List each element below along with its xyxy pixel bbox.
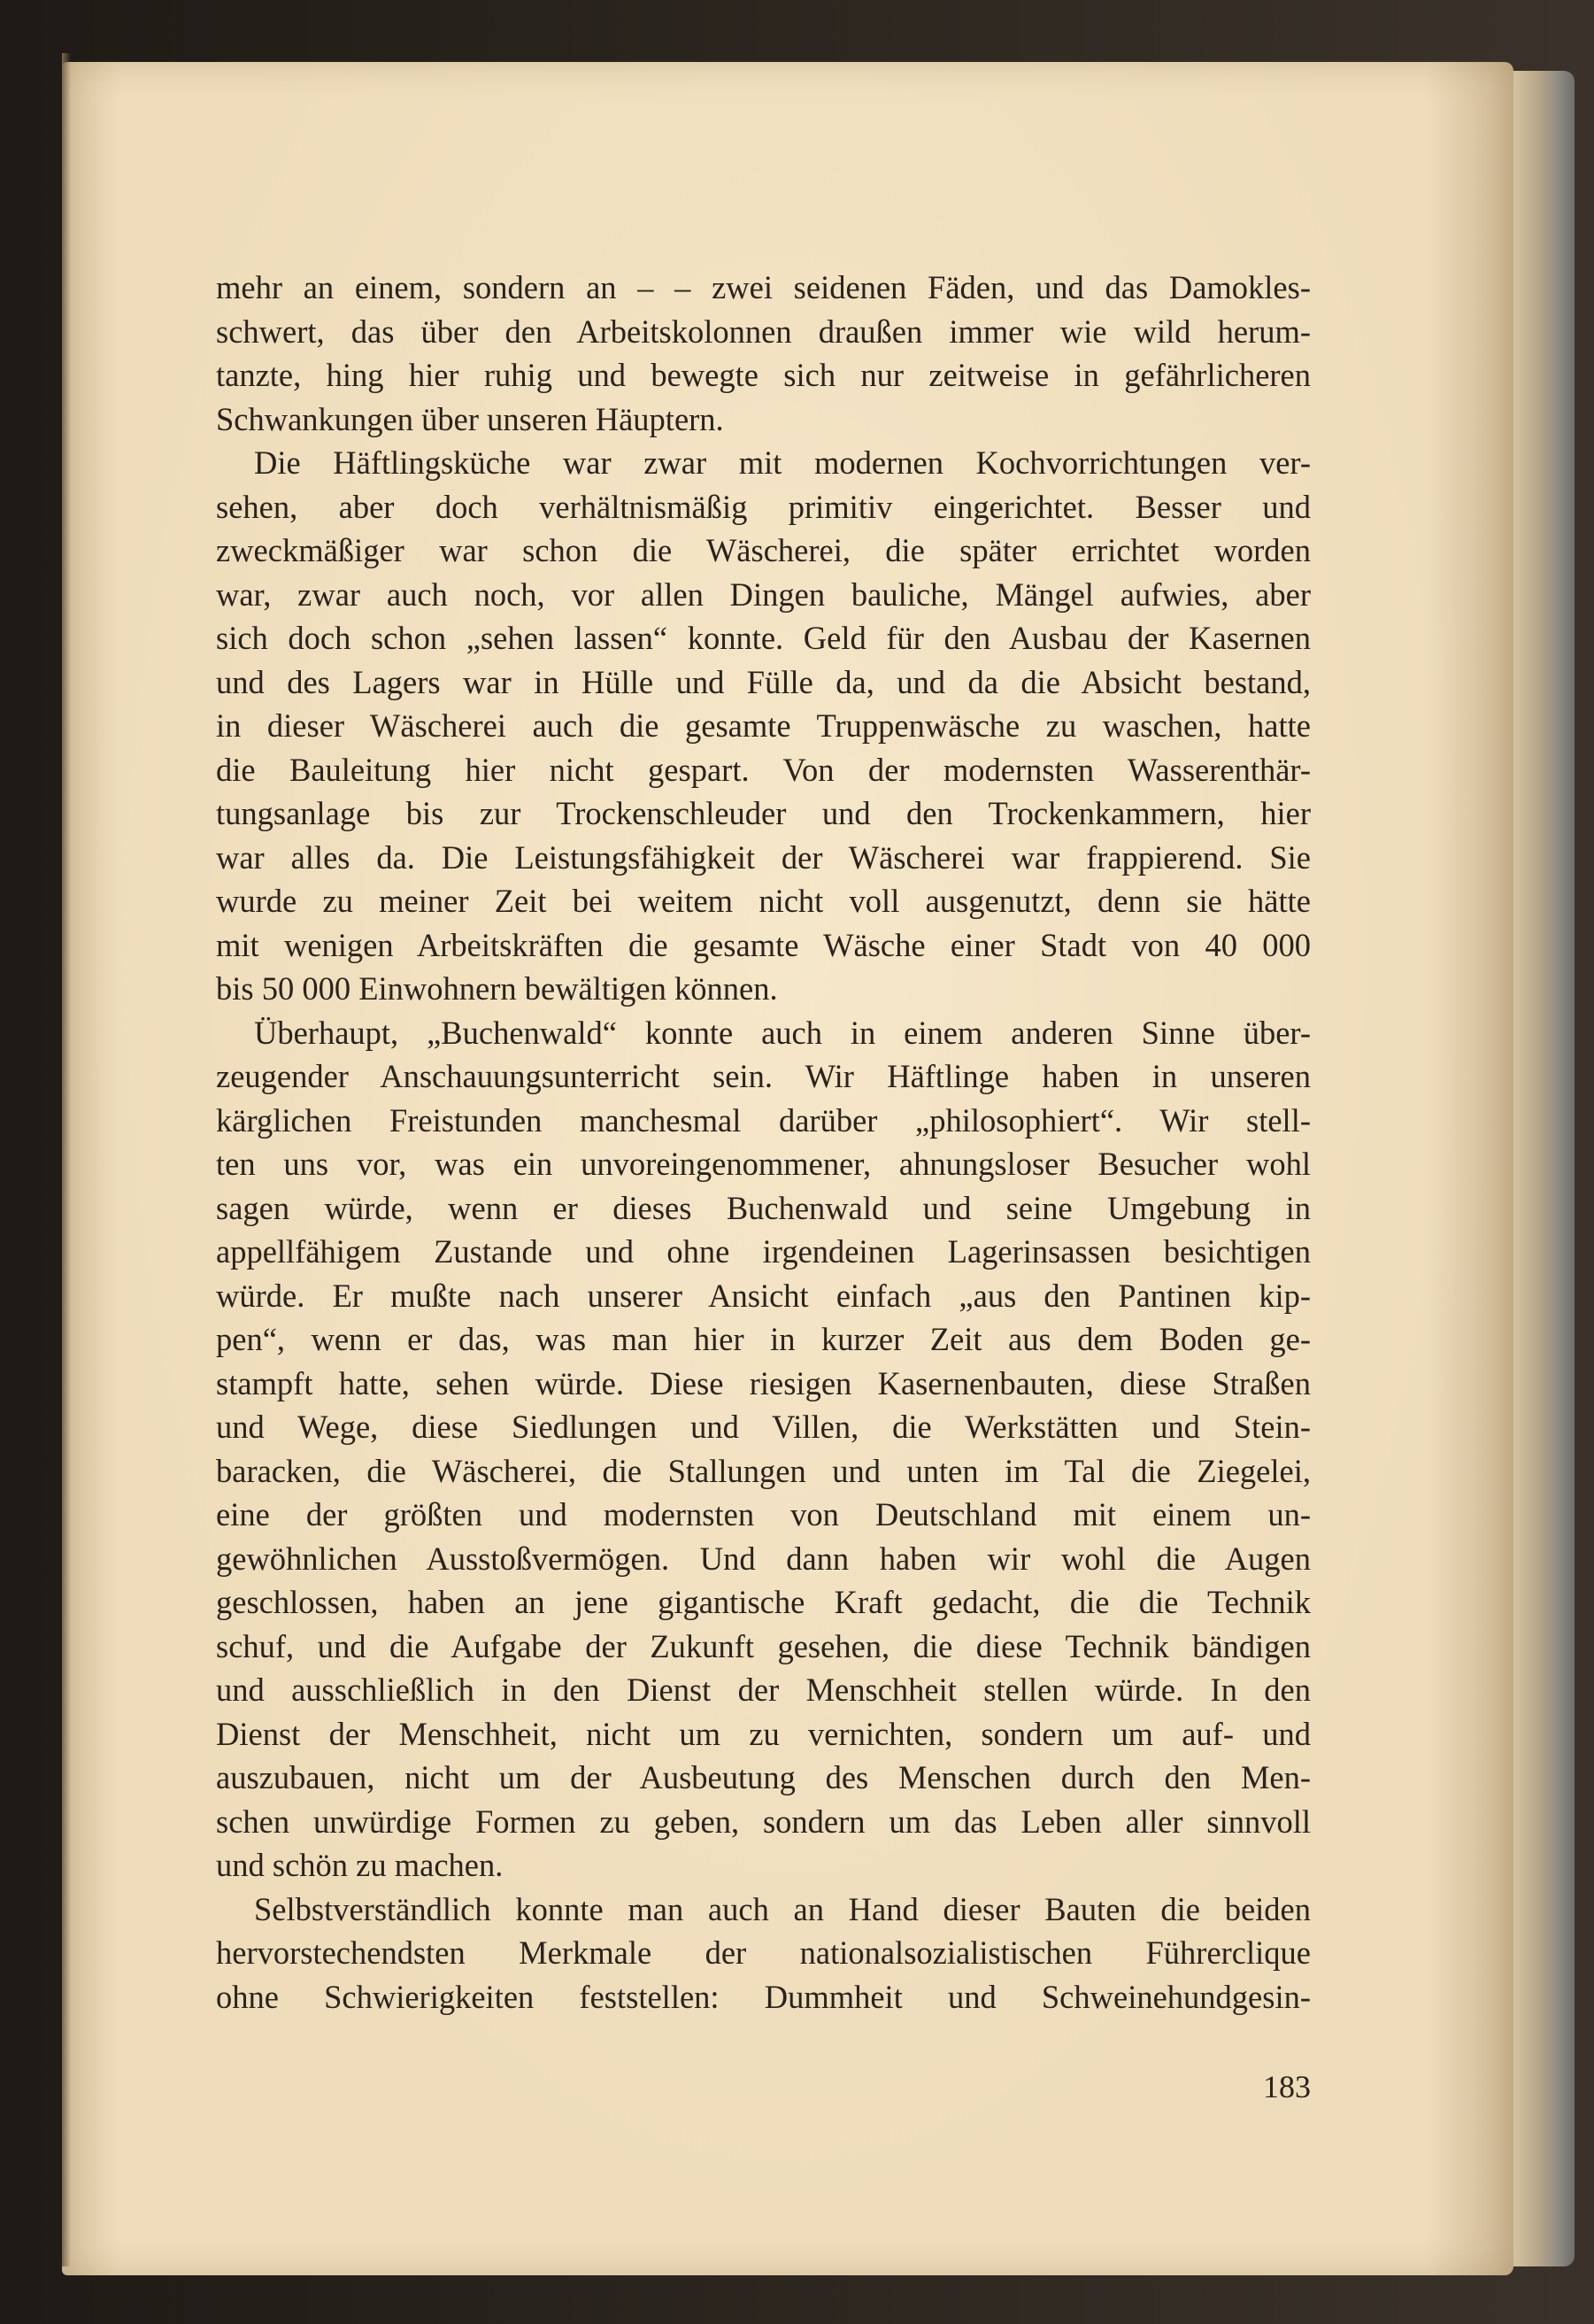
text-line: schwert, das über den Arbeitskolonnen draußen immer wie wild herum- xyxy=(216,313,1311,350)
text-line: baracken, die Wäscherei, die Stallungen und unten im Tal die Ziegelei, xyxy=(216,1452,1311,1489)
text-line: eine der größten und modernsten von Deutschland mit einem un- xyxy=(216,1496,1311,1533)
text-line: in dieser Wäscherei auch die gesamte Truppenwäsche zu waschen, hatte xyxy=(216,707,1311,744)
text-line: würde. Er mußte nach unserer Ansicht einfach „aus den Pantinen kip- xyxy=(216,1277,1311,1314)
text-line: und des Lagers war in Hülle und Fülle da, und da die Absicht bestand, xyxy=(216,663,1311,700)
text-line: und Wege, diese Siedlungen und Villen, die Werkstätten und Stein- xyxy=(216,1409,1311,1445)
text-line: hervorstechendsten Merkmale der nationalsozialistischen Führerclique xyxy=(216,1934,1311,1971)
text-line: zweckmäßiger war schon die Wäscherei, die später errichtet worden xyxy=(216,532,1311,568)
text-line: Selbstverständlich konnte man auch an Hand dieser Bauten die beiden xyxy=(254,1890,1311,1927)
text-line: sehen, aber doch verhältnismäßig primitiv eingerichtet. Besser und xyxy=(216,488,1311,525)
text-line: Dienst der Menschheit, nicht um zu vernichten, sondern um auf- und xyxy=(216,1715,1311,1752)
page-stack-edge xyxy=(1513,71,1575,2266)
book-gutter xyxy=(62,53,71,2266)
text-line: tungsanlage bis zur Trockenschleuder und den Trockenkammern, hier xyxy=(216,795,1311,831)
text-line: Schwankungen über unseren Häuptern. xyxy=(216,400,724,437)
text-line: sagen würde, wenn er dieses Buchenwald und seine Umgebung in xyxy=(216,1189,1311,1226)
text-line: ten uns vor, was ein unvoreingenommener, ahnungsloser Besucher wohl xyxy=(216,1146,1311,1182)
text-line: mit wenigen Arbeitskräften die gesamte Wäsche einer Stadt von 40 000 xyxy=(216,926,1311,963)
text-line: schuf, und die Aufgabe der Zukunft gesehen, die diese Technik bändigen xyxy=(216,1627,1311,1664)
text-line: pen“, wenn er das, was man hier in kurzer Zeit aus dem Boden ge- xyxy=(216,1321,1311,1357)
text-line: schen unwürdige Formen zu geben, sondern um das Leben aller sinnvoll xyxy=(216,1803,1311,1840)
text-line: stampft hatte, sehen würde. Diese riesigen Kasernenbauten, diese Straßen xyxy=(216,1364,1311,1401)
text-line: sich doch schon „sehen lassen“ konnte. Geld für den Ausbau der Kasernen xyxy=(216,620,1311,656)
text-line: zeugender Anschauungsunterricht sein. Wir Häftlinge haben in unseren xyxy=(216,1058,1311,1094)
text-line: appellfähigem Zustande und ohne irgendeinen Lagerinsassen besichtigen xyxy=(216,1233,1311,1270)
text-line: tanzte, hing hier ruhig und bewegte sich nur zeitweise in gefährlicheren xyxy=(216,357,1311,393)
text-line: mehr an einem, sondern an – – zwei seidenen Fäden, und das Damokles- xyxy=(216,269,1311,305)
text-line: gewöhnlichen Ausstoßvermögen. Und dann haben wir wohl die Augen xyxy=(216,1540,1311,1577)
text-line: und schön zu machen. xyxy=(216,1847,504,1883)
text-line: Die Häftlingsküche war zwar mit modernen Kochvorrichtungen ver- xyxy=(254,444,1311,481)
text-line: die Bauleitung hier nicht gespart. Von der modernsten Wasserenthär- xyxy=(216,751,1311,788)
text-line: wurde zu meiner Zeit bei weitem nicht voll ausgenutzt, denn sie hätte xyxy=(216,883,1311,919)
text-line: war, zwar auch noch, vor allen Dingen bauliche, Mängel aufwies, aber xyxy=(216,575,1311,613)
body-text xyxy=(216,266,1311,2019)
text-line: Überhaupt, „Buchenwald“ konnte auch in einem anderen Sinne über- xyxy=(254,1014,1311,1051)
text-line: bis 50 000 Einwohnern bewältigen können. xyxy=(216,970,778,1007)
page-number: 183 xyxy=(1263,2069,1311,2104)
text-line: und ausschließlich in den Dienst der Menschheit stellen würde. In den xyxy=(216,1672,1311,1708)
text-line: geschlossen, haben an jene gigantische Kraft gedacht, die die Technik xyxy=(216,1584,1311,1620)
text-line: ohne Schwierigkeiten feststellen: Dummheit und Schweinehundgesin- xyxy=(216,1978,1311,2015)
text-line: war alles da. Die Leistungsfähigkeit der Wäscherei war frappierend. Sie xyxy=(216,838,1311,876)
text-line: auszubauen, nicht um der Ausbeutung des Menschen durch den Men- xyxy=(216,1759,1311,1795)
text-line: kärglichen Freistunden manchesmal darüber „philosophiert“. Wir stell- xyxy=(216,1101,1311,1139)
